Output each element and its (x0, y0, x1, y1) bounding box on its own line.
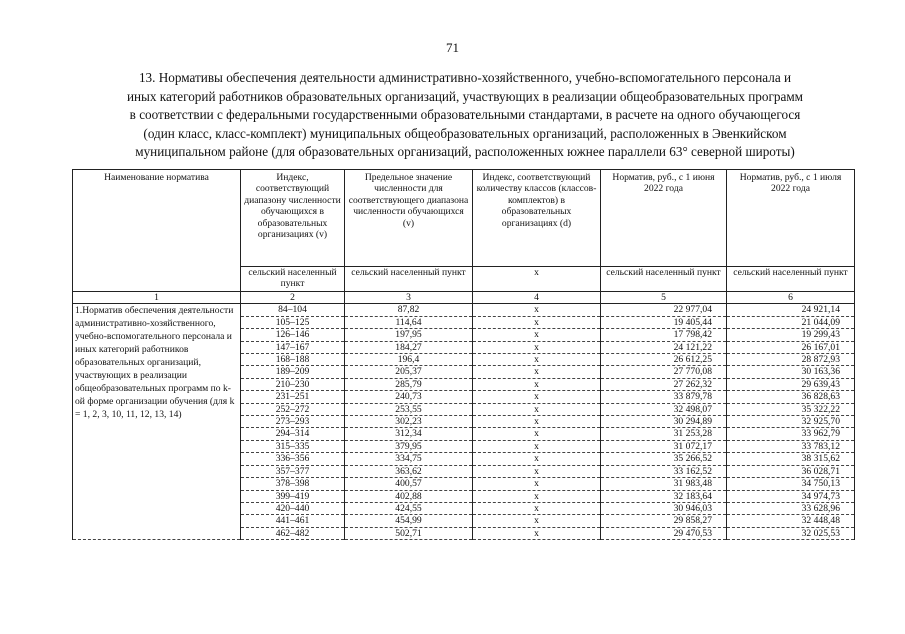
index-d-cell: х (473, 440, 601, 452)
subheader-cell: сельский населенный пункт (345, 267, 473, 292)
index-d-cell: х (473, 391, 601, 403)
subheader-cell: сельский населенный пункт (241, 267, 345, 292)
column-header-name: Наименование норматива (73, 170, 241, 292)
norm-july-cell: 26 167,01 (727, 341, 855, 353)
header-row (73, 170, 855, 267)
norm-june-cell: 31 983,48 (601, 478, 727, 490)
norm-june-cell: 27 262,32 (601, 378, 727, 390)
column-number: 4 (473, 292, 601, 304)
range-cell: 231–251 (241, 391, 345, 403)
heading-line: в соответствии с федеральными государственными образовательными стандартами, в расчете на одного обучающегося (129, 107, 801, 122)
index-d-cell: х (473, 502, 601, 514)
limit-cell: 402,88 (345, 490, 473, 502)
norm-july-cell: 32 925,70 (727, 416, 855, 428)
index-d-cell: х (473, 304, 601, 316)
range-cell: 294–314 (241, 428, 345, 440)
limit-cell: 454,99 (345, 515, 473, 527)
column-number: 6 (727, 292, 855, 304)
norm-june-cell: 30 946,03 (601, 502, 727, 514)
limit-cell: 184,27 (345, 341, 473, 353)
range-cell: 336–356 (241, 453, 345, 465)
subheader-cell: сельский населенный пункт (727, 267, 855, 292)
range-cell: 189–209 (241, 366, 345, 378)
norm-june-cell: 19 405,44 (601, 316, 727, 328)
norm-june-cell: 24 121,22 (601, 341, 727, 353)
limit-cell: 379,95 (345, 440, 473, 452)
norm-june-cell: 35 266,52 (601, 453, 727, 465)
heading-line: (один класс, класс-комплект) муниципальных общеобразовательных организаций, расположенных в Эвенкийском (143, 125, 787, 141)
page-number: 71 (446, 40, 459, 55)
column-header-limit: Предельное значение численности для соответствующего диапазона численности обучающихся (v) (345, 170, 473, 267)
column-number: 3 (345, 292, 473, 304)
column-header-norm-july: Норматив, руб., с 1 июля 2022 года (727, 170, 855, 267)
norm-july-cell: 21 044,09 (727, 316, 855, 328)
range-cell: 126–146 (241, 329, 345, 341)
range-cell: 105–125 (241, 316, 345, 328)
index-d-cell: х (473, 478, 601, 490)
norm-july-cell: 24 921,14 (727, 304, 855, 316)
norm-june-cell: 22 977,04 (601, 304, 727, 316)
limit-cell: 197,95 (345, 329, 473, 341)
range-cell: 441–461 (241, 515, 345, 527)
limit-cell: 205,37 (345, 366, 473, 378)
norm-july-cell: 28 872,93 (727, 354, 855, 366)
range-cell: 147–167 (241, 341, 345, 353)
index-d-cell: х (473, 527, 601, 539)
index-d-cell: х (473, 416, 601, 428)
norm-july-cell: 36 028,71 (727, 465, 855, 477)
range-cell: 462–482 (241, 527, 345, 539)
heading-line: 13. Нормативы обеспечения деятельности административно-хозяйственного, учебно-вспомогательного персонала и (138, 70, 792, 85)
norm-july-cell: 33 783,12 (727, 440, 855, 452)
column-number: 5 (601, 292, 727, 304)
norm-july-cell: 35 322,22 (727, 403, 855, 415)
limit-cell: 424,55 (345, 502, 473, 514)
norm-june-cell: 17 798,42 (601, 329, 727, 341)
limit-cell: 502,71 (345, 527, 473, 539)
norm-july-cell: 36 828,63 (727, 391, 855, 403)
limit-cell: 334,75 (345, 453, 473, 465)
column-number: 1 (73, 292, 241, 304)
table-row (73, 304, 855, 316)
limit-cell: 87,82 (345, 304, 473, 316)
index-d-cell: х (473, 428, 601, 440)
range-cell: 210–230 (241, 378, 345, 390)
index-d-cell: х (473, 316, 601, 328)
column-number-row (73, 292, 855, 304)
index-d-cell: х (473, 453, 601, 465)
limit-cell: 400,57 (345, 478, 473, 490)
subheader-cell: сельский населенный пункт (601, 267, 727, 292)
limit-cell: 285,79 (345, 378, 473, 390)
norm-june-cell: 32 498,07 (601, 403, 727, 415)
norm-june-cell: 26 612,25 (601, 354, 727, 366)
norm-july-cell: 33 628,96 (727, 502, 855, 514)
heading-line: иных категорий работников образовательных организаций, участвующих в реализации общеобразовательных программ (126, 88, 804, 104)
limit-cell: 312,34 (345, 428, 473, 440)
norm-july-cell: 34 750,13 (727, 478, 855, 490)
norm-july-cell: 34 974,73 (727, 490, 855, 502)
norm-july-cell: 32 448,48 (727, 515, 855, 527)
norm-june-cell: 30 294,89 (601, 416, 727, 428)
index-d-cell: х (473, 366, 601, 378)
limit-cell: 196,4 (345, 354, 473, 366)
index-d-cell: х (473, 515, 601, 527)
limit-cell: 114,64 (345, 316, 473, 328)
index-d-cell: х (473, 329, 601, 341)
range-cell: 315–335 (241, 440, 345, 452)
norm-july-cell: 32 025,53 (727, 527, 855, 539)
limit-cell: 363,62 (345, 465, 473, 477)
range-cell: 273–293 (241, 416, 345, 428)
index-d-cell: х (473, 341, 601, 353)
index-d-cell: х (473, 403, 601, 415)
norm-june-cell: 33 162,52 (601, 465, 727, 477)
column-header-index-d: Индекс, соответствующий количеству классов (классов-комплектов) в образовательных организациях (d) (473, 170, 601, 267)
norm-june-cell: 33 879,78 (601, 391, 727, 403)
table-body (73, 304, 855, 540)
column-header-norm-june: Норматив, руб., с 1 июня 2022 года (601, 170, 727, 267)
index-d-cell: х (473, 378, 601, 390)
norm-july-cell: 33 962,79 (727, 428, 855, 440)
column-number: 2 (241, 292, 345, 304)
index-d-cell: х (473, 465, 601, 477)
document-heading (70, 69, 860, 162)
heading-line: муниципальном районе (для образовательных организаций, расположенных южнее параллели 63° северной широты) (135, 144, 795, 159)
subheader-cell: х (473, 267, 601, 292)
range-cell: 252–272 (241, 403, 345, 415)
range-cell: 378–398 (241, 478, 345, 490)
norm-july-cell: 19 299,43 (727, 329, 855, 341)
limit-cell: 240,73 (345, 391, 473, 403)
range-cell: 84–104 (241, 304, 345, 316)
norm-june-cell: 31 253,28 (601, 428, 727, 440)
index-d-cell: х (473, 354, 601, 366)
norm-june-cell: 29 470,53 (601, 527, 727, 539)
norm-name-cell: 1.Норматив обеспечения деятельности административно-хозяйственного, учебно-вспомогательного персонала и иных категорий работников образовательных организаций, участвующих в реализации общеобразовательных программ по k-ой форме организации обучения (для k = 1, 2, 3, 10, 11, 12, 13, 14) (73, 304, 241, 540)
norms-table (72, 169, 855, 540)
range-cell: 357–377 (241, 465, 345, 477)
limit-cell: 302,23 (345, 416, 473, 428)
range-cell: 399–419 (241, 490, 345, 502)
norm-june-cell: 31 072,17 (601, 440, 727, 452)
norm-june-cell: 29 858,27 (601, 515, 727, 527)
norm-june-cell: 32 183,64 (601, 490, 727, 502)
range-cell: 168–188 (241, 354, 345, 366)
range-cell: 420–440 (241, 502, 345, 514)
index-d-cell: х (473, 490, 601, 502)
norm-july-cell: 38 315,62 (727, 453, 855, 465)
norm-july-cell: 30 163,36 (727, 366, 855, 378)
limit-cell: 253,55 (345, 403, 473, 415)
norm-july-cell: 29 639,43 (727, 378, 855, 390)
column-header-index-v: Индекс, соответствующий диапазону численности обучающихся в образовательных организациях (v) (241, 170, 345, 267)
norm-june-cell: 27 770,08 (601, 366, 727, 378)
